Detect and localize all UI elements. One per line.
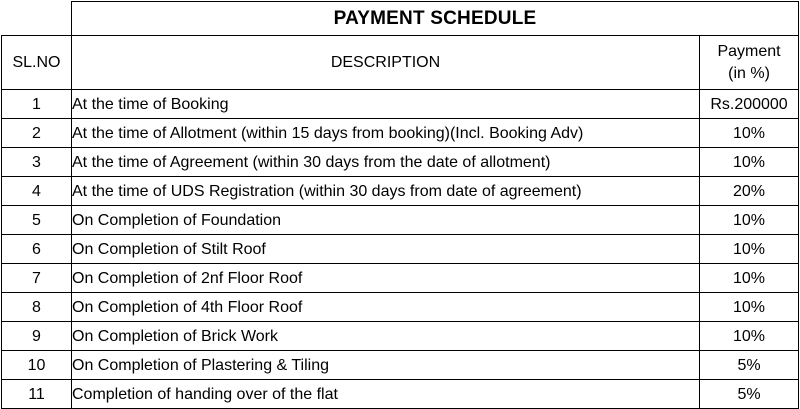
table-row [2, 322, 799, 351]
row-description: At the time of Booking [72, 90, 700, 119]
row-payment: 10% [700, 293, 799, 322]
row-sl-no: 8 [2, 293, 72, 322]
row-sl-no: 7 [2, 264, 72, 293]
row-payment: 20% [700, 177, 799, 206]
row-sl-no: 5 [2, 206, 72, 235]
payment-schedule-table [1, 1, 799, 409]
title-blank-cell [2, 2, 72, 36]
row-payment: 10% [700, 148, 799, 177]
header-payment [700, 36, 799, 90]
row-description: At the time of UDS Registration (within 30 days from date of agreement) [72, 177, 700, 206]
header-description: DESCRIPTION [72, 36, 700, 90]
title-row [2, 2, 799, 36]
table-row [2, 119, 799, 148]
table-title: PAYMENT SCHEDULE [72, 2, 799, 36]
row-sl-no: 10 [2, 351, 72, 380]
table-row [2, 235, 799, 264]
header-sl-no: SL.NO [2, 36, 72, 90]
table-row [2, 90, 799, 119]
row-payment: 10% [700, 264, 799, 293]
row-description: On Completion of Plastering & Tiling [72, 351, 700, 380]
row-payment: 5% [700, 351, 799, 380]
row-description: On Completion of Foundation [72, 206, 700, 235]
table-row [2, 351, 799, 380]
row-payment: 10% [700, 322, 799, 351]
header-row [2, 36, 799, 90]
row-description: On Completion of 4th Floor Roof [72, 293, 700, 322]
table-row [2, 293, 799, 322]
row-sl-no: 9 [2, 322, 72, 351]
row-payment: 5% [700, 380, 799, 409]
row-sl-no: 11 [2, 380, 72, 409]
row-description: At the time of Agreement (within 30 days from the date of allotment) [72, 148, 700, 177]
row-payment: 10% [700, 119, 799, 148]
table-row [2, 380, 799, 409]
row-sl-no: 2 [2, 119, 72, 148]
row-description: Completion of handing over of the flat [72, 380, 700, 409]
table-row [2, 177, 799, 206]
row-payment: 10% [700, 206, 799, 235]
row-description: At the time of Allotment (within 15 days from booking)(Incl. Booking Adv) [72, 119, 700, 148]
row-sl-no: 3 [2, 148, 72, 177]
row-sl-no: 1 [2, 90, 72, 119]
header-payment-line1: Payment [717, 42, 781, 60]
row-description: On Completion of 2nf Floor Roof [72, 264, 700, 293]
row-description: On Completion of Brick Work [72, 322, 700, 351]
row-sl-no: 6 [2, 235, 72, 264]
header-payment-line2: (in %) [728, 64, 770, 82]
row-payment: 10% [700, 235, 799, 264]
row-description: On Completion of Stilt Roof [72, 235, 700, 264]
table-row [2, 206, 799, 235]
row-sl-no: 4 [2, 177, 72, 206]
row-payment: Rs.200000 [700, 90, 799, 119]
table-row [2, 264, 799, 293]
table-row [2, 148, 799, 177]
